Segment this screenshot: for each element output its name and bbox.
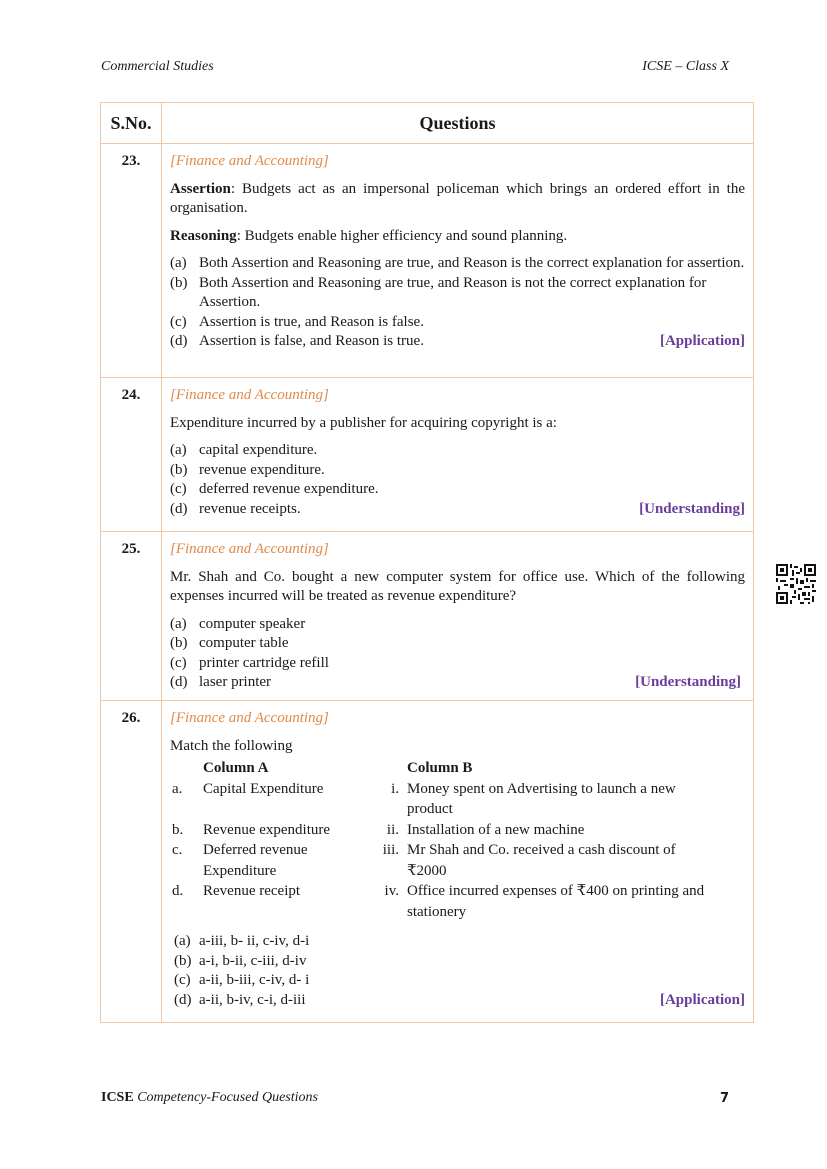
column-a-label: c. xyxy=(172,842,183,858)
question-stem: Match the following xyxy=(170,737,293,754)
option-label: (a) xyxy=(170,255,187,271)
option-text: Assertion is false, and Reason is true. [Application] xyxy=(199,332,745,352)
option-text: a-ii, b-iv, c-i, d-iii [Application] xyxy=(199,991,745,1011)
option-text: laser printer [Understanding] xyxy=(199,673,745,693)
questions-table xyxy=(100,102,754,1023)
option xyxy=(170,480,745,500)
page-number: 7 xyxy=(720,1091,730,1106)
question-row-23 xyxy=(101,144,754,378)
column-a-label: d. xyxy=(172,883,184,899)
question-topic: [Finance and Accounting] xyxy=(170,710,329,726)
option xyxy=(174,971,745,991)
footer-title xyxy=(101,1090,318,1106)
option xyxy=(170,332,745,352)
option-list xyxy=(170,441,745,519)
option xyxy=(170,615,745,635)
option-text: deferred revenue expenditure. xyxy=(199,481,379,497)
option-text: a-ii, b-iii, c-iv, d- i xyxy=(199,972,310,988)
option-text: revenue receipts. [Understanding] xyxy=(199,500,745,520)
option-label: (a) xyxy=(174,933,191,949)
question-topic: [Finance and Accounting] xyxy=(170,387,329,403)
assertion xyxy=(170,180,745,219)
column-a-text: Revenue receipt xyxy=(203,883,301,899)
cognitive-level-tag: [Application] xyxy=(659,991,745,1008)
column-b-text: Money spent on Advertising to launch a new product xyxy=(407,780,676,817)
column-b-text: Installation of a new machine xyxy=(407,821,585,838)
column-a-label: a. xyxy=(172,780,183,797)
match-row xyxy=(172,779,717,820)
option-text: Both Assertion and Reasoning are true, and Reason is the correct explanation for assertion. xyxy=(199,255,745,271)
footer-brand: ICSE xyxy=(101,1090,134,1105)
column-a-label: b. xyxy=(172,821,184,838)
question-number: 23. xyxy=(101,144,162,378)
footer-subtitle: Competency-Focused Questions xyxy=(137,1090,318,1105)
option-text: Assertion is true, and Reason is false. xyxy=(199,313,424,330)
match-row xyxy=(172,881,717,922)
cognitive-level-tag: [Understanding] xyxy=(639,500,745,517)
table-header-row xyxy=(101,103,754,144)
question-body xyxy=(162,532,754,701)
option-text: printer cartridge refill xyxy=(199,654,329,671)
column-b-label: iv. xyxy=(384,883,399,899)
option-text: computer table xyxy=(199,635,289,651)
option xyxy=(170,461,745,481)
header-subject: Commercial Studies xyxy=(101,59,214,74)
question-stem: Mr. Shah and Co. bought a new computer system for office use. Which of the following expenses incurred will be treated as revenue expenditure? xyxy=(170,568,745,604)
question-body xyxy=(162,144,754,378)
question-topic: [Finance and Accounting] xyxy=(170,541,329,557)
option-label: (a) xyxy=(170,442,187,458)
question-number: 26. xyxy=(101,701,162,1023)
option xyxy=(170,634,745,654)
question-row-26 xyxy=(101,701,754,1023)
option xyxy=(170,673,745,693)
column-b-label: iii. xyxy=(382,842,399,858)
column-b-heading: Column B xyxy=(407,760,473,776)
option-label: (c) xyxy=(170,313,187,330)
column-a-text: Deferred revenue Expenditure xyxy=(203,842,308,879)
column-b-label: ii. xyxy=(386,821,399,838)
header-class: ICSE – Class X xyxy=(642,59,729,74)
reasoning xyxy=(170,227,745,247)
option-label: (c) xyxy=(170,481,187,497)
column-b-text: Mr Shah and Co. received a cash discount of ₹2000 xyxy=(407,842,676,879)
column-b-text: Office incurred expenses of ₹400 on printing and stationery xyxy=(407,883,705,920)
option-text: a-i, b-ii, c-iii, d-iv xyxy=(199,952,307,969)
option-label: (d) xyxy=(170,674,188,690)
reasoning-label: Reasoning xyxy=(170,227,237,244)
question-row-25 xyxy=(101,532,754,701)
match-head-row xyxy=(172,758,717,779)
option-list xyxy=(174,932,745,1010)
option-label: (d) xyxy=(170,333,188,349)
match-table xyxy=(172,758,717,922)
option xyxy=(170,441,745,461)
assertion-text: : Budgets act as an impersonal policeman which brings an ordered effort in the organisation. xyxy=(170,180,745,216)
option-text: computer speaker xyxy=(199,615,306,632)
question-topic: [Finance and Accounting] xyxy=(170,153,329,169)
option xyxy=(170,313,745,333)
option xyxy=(170,274,745,313)
option-text: Both Assertion and Reasoning are true, and Reason is not the correct explanation for Assertion. xyxy=(199,274,707,310)
option-text: revenue expenditure. xyxy=(199,461,325,478)
option-label: (b) xyxy=(170,461,188,478)
qr-code-icon[interactable] xyxy=(776,564,816,604)
option-text: capital expenditure. xyxy=(199,442,318,458)
match-row xyxy=(172,820,717,841)
cognitive-level-tag: [Application] xyxy=(659,333,745,349)
option-list xyxy=(170,615,745,693)
col-header-questions: Questions xyxy=(162,103,754,144)
option xyxy=(174,952,745,972)
question-row-24 xyxy=(101,378,754,532)
option-label: (a) xyxy=(170,615,187,632)
option-label: (d) xyxy=(174,991,192,1008)
option xyxy=(174,932,745,952)
assertion-label: Assertion xyxy=(170,180,231,197)
column-a-text: Capital Expenditure xyxy=(203,780,324,797)
option xyxy=(170,254,745,274)
option-label: (b) xyxy=(174,952,192,969)
cognitive-level-tag: [Understanding] xyxy=(635,674,741,690)
option-label: (b) xyxy=(170,274,188,291)
question-body xyxy=(162,378,754,532)
option-text: a-iii, b- ii, c-iv, d-i xyxy=(199,933,310,949)
reasoning-text: : Budgets enable higher efficiency and sound planning. xyxy=(236,227,568,244)
option-label: (c) xyxy=(170,654,187,671)
column-a-heading: Column A xyxy=(203,760,269,776)
col-header-sno: S.No. xyxy=(101,103,162,144)
question-number: 25. xyxy=(101,532,162,701)
option xyxy=(170,500,745,520)
option-label: (d) xyxy=(170,500,188,517)
option xyxy=(174,991,745,1011)
option-label: (c) xyxy=(174,972,191,988)
option xyxy=(170,654,745,674)
option-label: (b) xyxy=(170,635,188,651)
option-list xyxy=(170,254,745,352)
question-number: 24. xyxy=(101,378,162,532)
question-stem: Expenditure incurred by a publisher for acquiring copyright is a: xyxy=(170,414,557,431)
column-b-label: i. xyxy=(391,780,399,797)
match-row xyxy=(172,840,717,881)
question-body xyxy=(162,701,754,1023)
column-a-text: Revenue expenditure xyxy=(203,821,331,838)
